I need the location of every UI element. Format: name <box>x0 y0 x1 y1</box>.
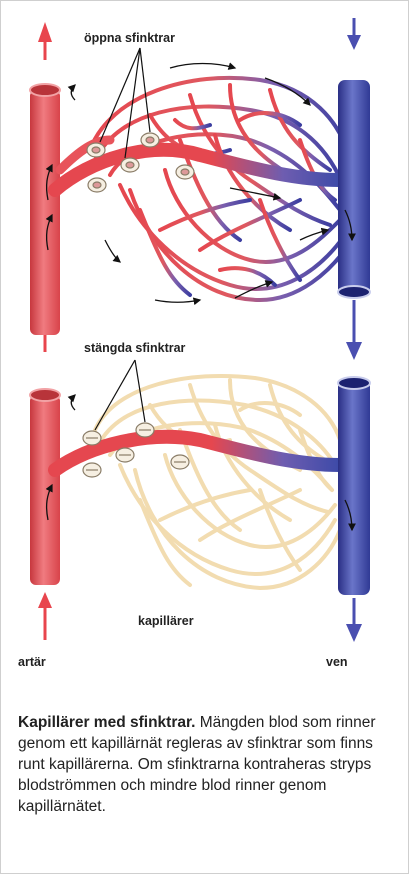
vein-in-arrow-top <box>347 18 361 50</box>
artery-out-arrow-top <box>38 22 52 60</box>
artery-in-arrow-bottom <box>38 592 52 640</box>
closed-sphincters-label: stängda sfinktrar <box>84 341 186 355</box>
vein-out-arrow-top <box>346 300 362 360</box>
closed-capillary-network <box>95 376 340 588</box>
artery-label: artär <box>18 655 46 669</box>
vein-vessel-bottom <box>338 377 370 595</box>
vein-label: ven <box>326 655 348 669</box>
caption-body: Mängden blod som rinner genom ett kapillärnät regleras av sfinktrar som finns runt kapillärerna. Om sfinktrarna kontraheras stryps blodströmmen och mindre blod rinner genom kapillärnätet. <box>18 714 376 815</box>
caption-title: Kapillärer med sfinktrar. <box>18 714 196 731</box>
open-sphincters-label: öppna sfinktrar <box>84 31 175 45</box>
capillaries-label: kapillärer <box>138 614 194 628</box>
vein-out-arrow-bottom <box>346 598 362 642</box>
open-capillary-network <box>90 78 350 300</box>
vein-vessel-top <box>338 80 370 298</box>
figure-caption <box>18 712 393 817</box>
